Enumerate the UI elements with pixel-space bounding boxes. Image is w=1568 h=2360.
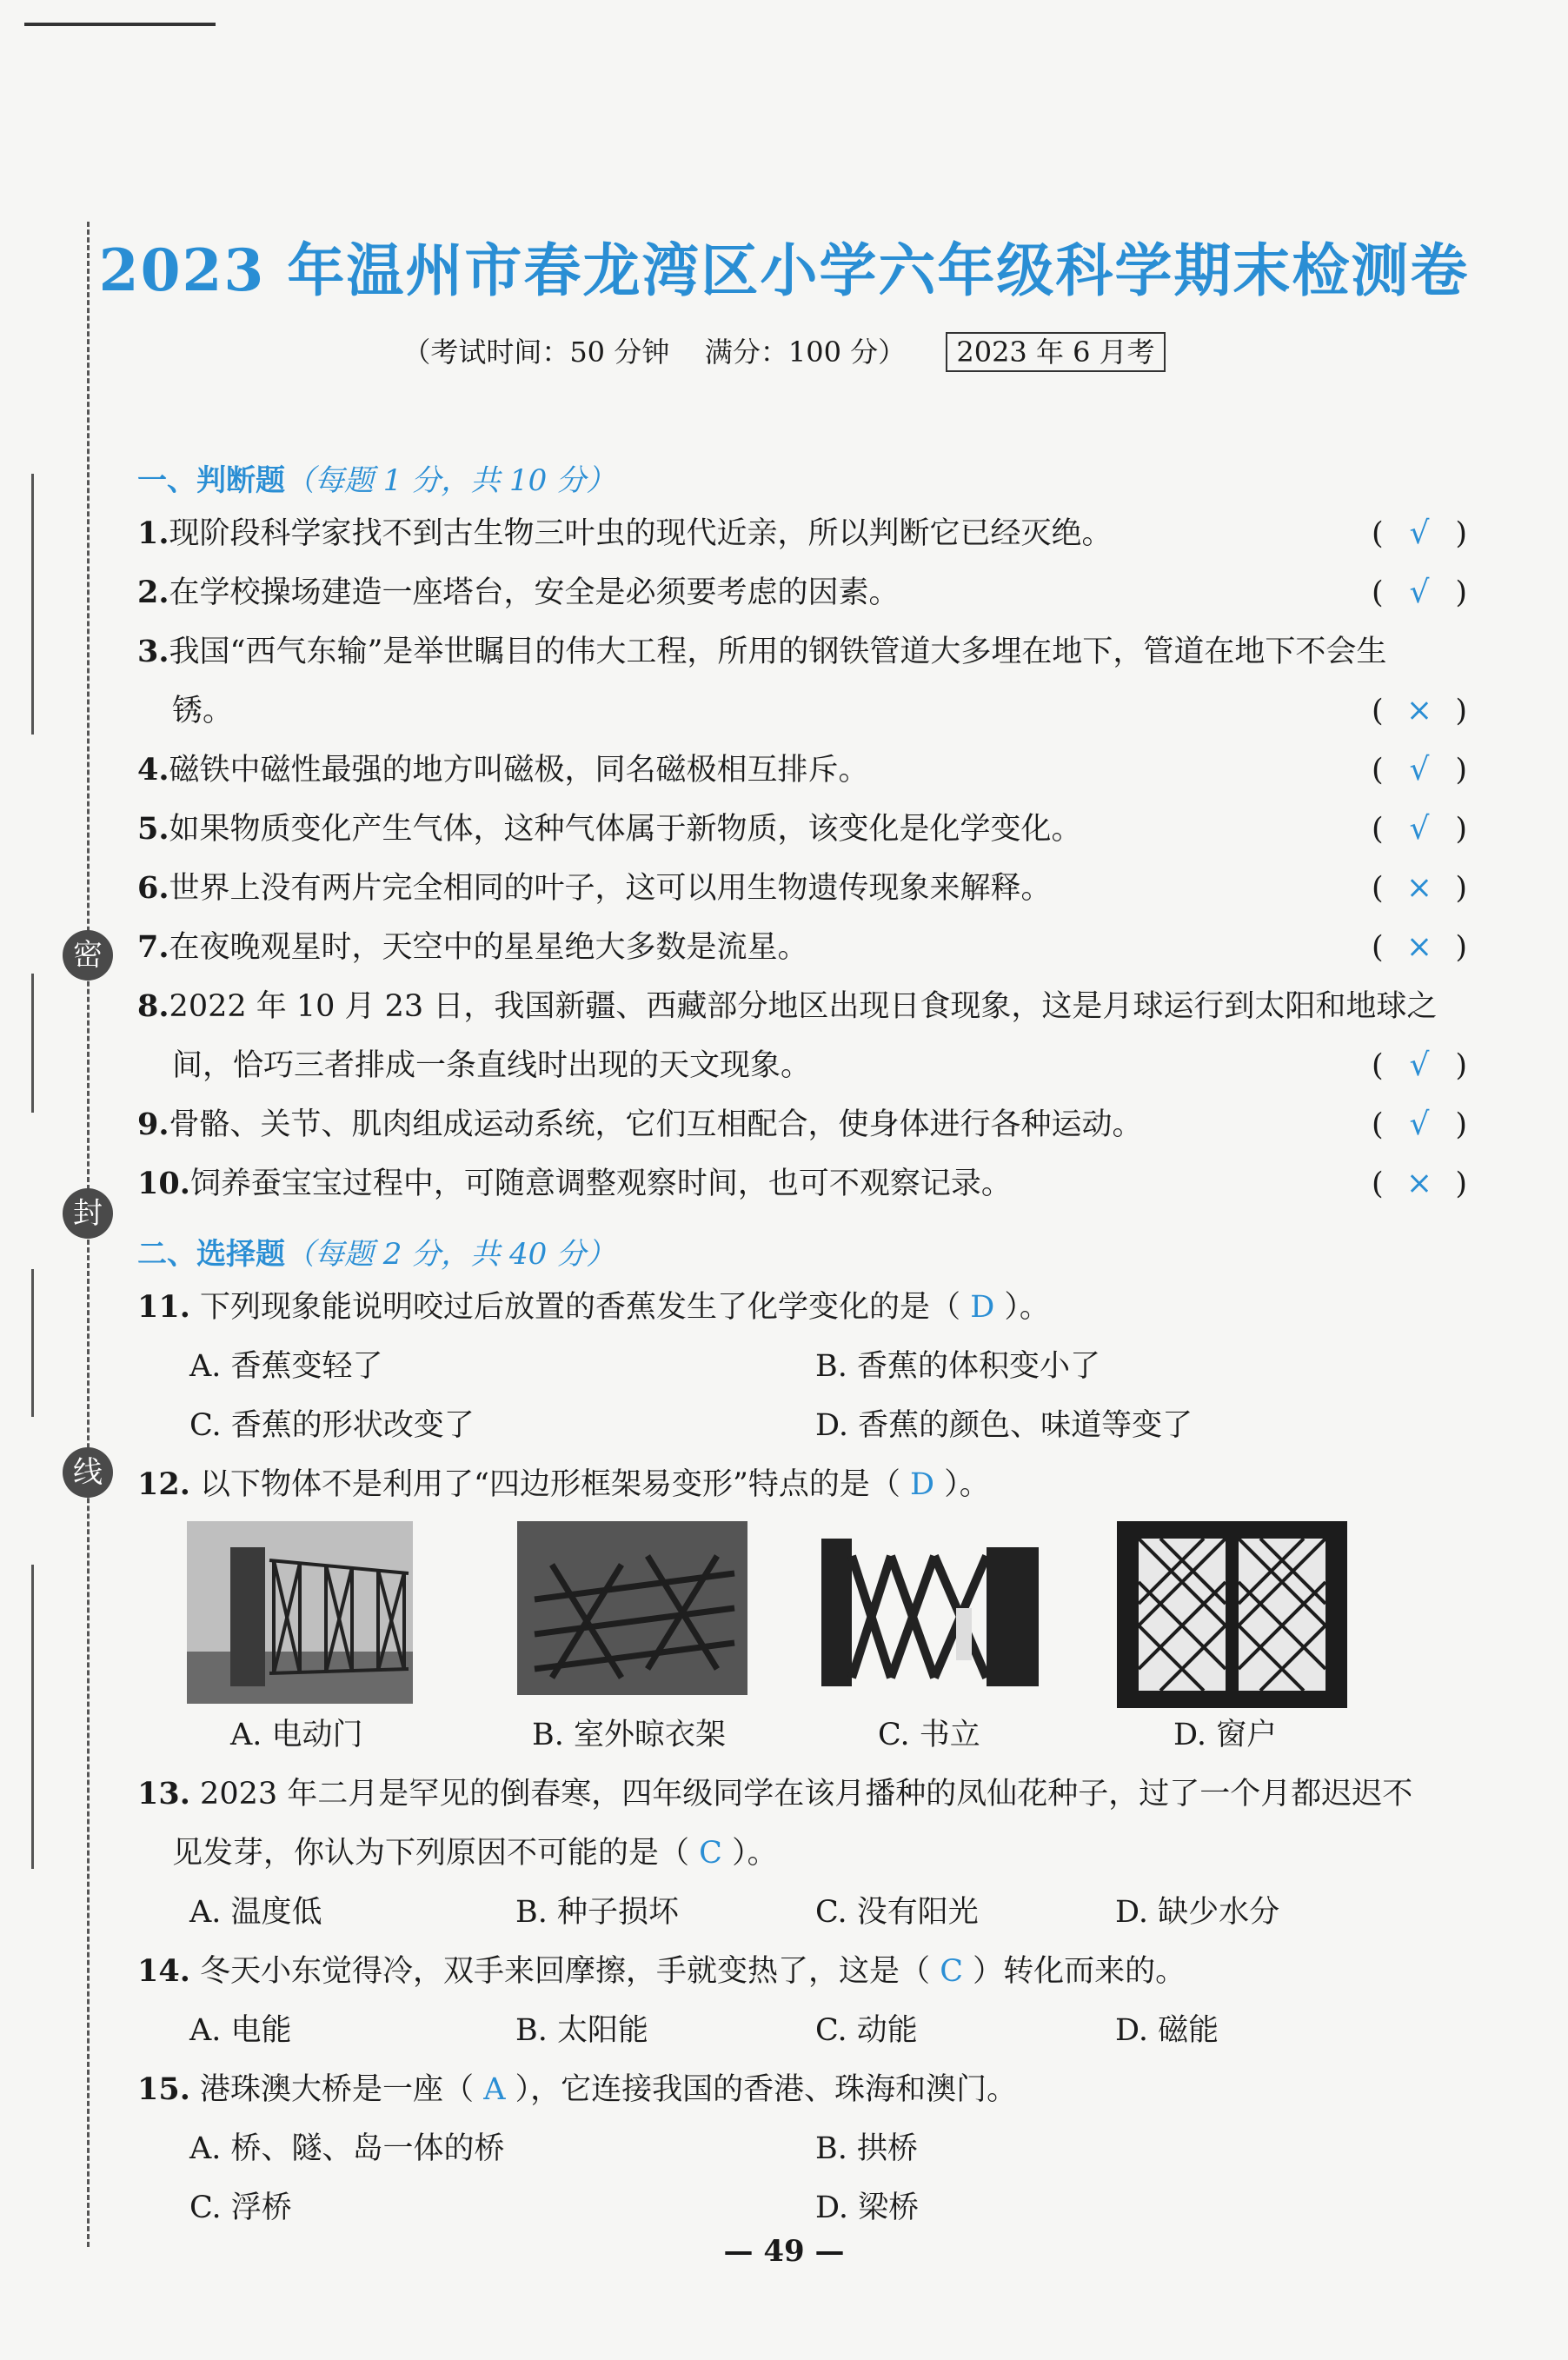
answer-mark: √	[1409, 1047, 1430, 1083]
answer: D	[909, 1467, 935, 1502]
caption-a: A. 电动门	[230, 1718, 363, 1752]
section-note: （每题 1 分，共 10 分）	[285, 463, 616, 498]
seal-feng: 封	[63, 1188, 113, 1239]
margin-bar	[31, 1269, 34, 1417]
answer-mark: √	[1409, 575, 1430, 610]
question-text: 港珠澳大桥是一座（	[200, 2072, 475, 2107]
judge-question-5	[137, 800, 1467, 859]
page-title: 2023 年温州市春龙湾区小学六年级科学期末检测卷	[98, 236, 1470, 304]
question-number: 4.	[137, 752, 169, 788]
answer-bracket: ( × )	[1372, 681, 1467, 741]
answer-mark: √	[1409, 515, 1430, 551]
question-number: 10.	[137, 1166, 190, 1201]
question-text: 下列现象能说明咬过后放置的香蕉发生了化学变化的是（	[200, 1290, 961, 1325]
question-text: 在学校操场建造一座塔台，安全是必须要考虑的因素。	[169, 575, 900, 610]
judge-question-8	[137, 977, 1467, 1095]
option-c: C. 浮桥	[189, 2190, 292, 2225]
question-number: 2.	[137, 575, 169, 610]
options-row	[189, 1883, 1467, 1942]
question-text: 2022 年 10 月 23 日，我国新疆、西藏部分地区出现日食现象，这是月球运行到太阳和地球之	[169, 989, 1438, 1024]
answer-bracket: ( √ )	[1372, 800, 1467, 859]
question-text-cont: 间，恰巧三者排成一条直线时出现的天文现象。	[172, 1048, 812, 1083]
option-b: B. 太阳能	[515, 2013, 648, 2048]
answer: C	[940, 1954, 963, 1989]
option-b: B. 种子损坏	[515, 1895, 679, 1930]
seal-xian: 线	[63, 1447, 113, 1498]
answer-bracket: ( √ )	[1372, 741, 1467, 800]
question-text: 冬天小东觉得冷，双手来回摩擦，手就变热了，这是（	[200, 1954, 931, 1989]
judge-question-3	[137, 622, 1467, 741]
options-row	[189, 2001, 1467, 2060]
section-judge-heading	[137, 456, 615, 499]
question-text-cont: 锈。	[172, 694, 234, 728]
judge-question-6	[137, 859, 1467, 918]
question-14	[137, 1942, 1467, 2001]
question-text: 我国“西气东输”是举世瞩目的伟大工程，所用的钢铁管道大多埋在地下，管道在地下不会生	[169, 635, 1387, 669]
question-text: 以下物体不是利用了“四边形框架易变形”特点的是（	[200, 1467, 900, 1502]
question-number: 11.	[137, 1289, 190, 1325]
answer: D	[970, 1290, 995, 1325]
answer-bracket: ( × )	[1372, 859, 1467, 918]
bookend-image	[821, 1521, 1047, 1695]
question-number: 7.	[137, 929, 169, 965]
option-c: C. 没有阳光	[815, 1895, 979, 1930]
answer: C	[699, 1836, 722, 1871]
window-image	[1117, 1521, 1347, 1708]
caption-b: B. 室外晾衣架	[532, 1718, 726, 1752]
section-title: 二、选择题	[137, 1237, 285, 1272]
question-text: 饲养蚕宝宝过程中，可随意调整观察时间，也可不观察记录。	[189, 1167, 1012, 1201]
question-number: 15.	[137, 2071, 190, 2107]
question-number: 13.	[137, 1776, 190, 1812]
exam-time: （考试时间：50 分钟	[402, 336, 670, 369]
answer-bracket: ( × )	[1372, 1154, 1467, 1213]
answer-mark: ×	[1405, 929, 1433, 965]
judge-question-4	[137, 741, 1467, 800]
answer-mark: ×	[1405, 693, 1433, 728]
question-text-end: ）。	[732, 1836, 778, 1871]
answer-mark: √	[1409, 811, 1430, 847]
caption-c: C. 书立	[878, 1718, 980, 1752]
options-row	[189, 2119, 1467, 2178]
question-text-end: ）。	[944, 1467, 990, 1502]
exam-info	[0, 330, 1568, 370]
question-text-end: ）。	[1004, 1290, 1050, 1325]
answer-mark: ×	[1405, 1166, 1433, 1201]
question-number: 5.	[137, 811, 169, 847]
question-15	[137, 2060, 1467, 2119]
question-13	[137, 1765, 1467, 1883]
exam-full-score: 满分：100 分）	[704, 336, 907, 369]
option-a: A. 电能	[189, 2013, 292, 2048]
answer-mark: √	[1409, 1107, 1430, 1142]
answer-bracket: ( × )	[1372, 918, 1467, 977]
judge-question-7	[137, 918, 1467, 977]
top-rule	[24, 23, 216, 26]
exam-date-box: 2023 年 6 月考	[946, 332, 1165, 372]
section-title: 一、判断题	[137, 463, 285, 498]
question-text: 磁铁中磁性最强的地方叫磁极，同名磁极相互排斥。	[169, 753, 869, 788]
judge-question-1	[137, 504, 1467, 563]
question-text-end: ）转化而来的。	[973, 1954, 1186, 1989]
option-b: B. 拱桥	[815, 2131, 918, 2166]
options-row	[189, 1396, 1467, 1455]
question-number: 8.	[137, 988, 169, 1024]
option-b: B. 香蕉的体积变小了	[815, 1349, 1100, 1384]
question-number: 1.	[137, 515, 169, 551]
judge-question-9	[137, 1095, 1467, 1154]
question-text: 如果物质变化产生气体，这种气体属于新物质，该变化是化学变化。	[169, 812, 1082, 847]
answer-mark: ×	[1405, 870, 1433, 906]
answer-bracket: ( √ )	[1372, 504, 1467, 563]
option-c: C. 动能	[815, 2013, 918, 2048]
question-11	[137, 1278, 1467, 1337]
option-a: A. 桥、隧、岛一体的桥	[189, 2131, 505, 2166]
question-text-end: ），它连接我国的香港、珠海和澳门。	[515, 2072, 1018, 2107]
question-text: 在夜晚观星时，天空中的星星绝大多数是流星。	[169, 930, 808, 965]
question-number: 3.	[137, 634, 169, 669]
clothes-rack-image	[517, 1521, 747, 1695]
answer-bracket: ( √ )	[1372, 563, 1467, 622]
answer-bracket: ( √ )	[1372, 1036, 1467, 1095]
question-number: 9.	[137, 1107, 169, 1142]
answer: A	[483, 2072, 506, 2107]
question-text-cont: 见发芽，你认为下列原因不可能的是（	[172, 1836, 690, 1871]
page-number: — 49 —	[723, 2234, 845, 2269]
question-number: 6.	[137, 870, 169, 906]
question-12	[137, 1455, 1467, 1514]
caption-d: D. 窗户	[1173, 1718, 1278, 1752]
margin-bar	[31, 974, 34, 1113]
margin-bar	[31, 1565, 34, 1869]
question-text: 2023 年二月是罕见的倒春寒，四年级同学在该月播种的凤仙花种子，过了一个月都迟迟不	[200, 1777, 1413, 1812]
electric-gate-image	[187, 1521, 413, 1704]
question-text: 现阶段科学家找不到古生物三叶虫的现代近亲，所以判断它已经灭绝。	[169, 516, 1113, 551]
option-d: D. 缺少水分	[1115, 1895, 1280, 1930]
question-number: 14.	[137, 1953, 190, 1989]
judge-question-2	[137, 563, 1467, 622]
question-text: 骨骼、关节、肌肉组成运动系统，它们互相配合，使身体进行各种运动。	[169, 1107, 1143, 1142]
margin-bar	[31, 474, 34, 735]
section-note: （每题 2 分，共 40 分）	[285, 1237, 616, 1272]
options-row	[189, 1337, 1467, 1396]
question-text: 世界上没有两片完全相同的叶子，这可以用生物遗传现象来解释。	[169, 871, 1052, 906]
option-a: A. 温度低	[189, 1895, 322, 1930]
option-c: C. 香蕉的形状改变了	[189, 1408, 475, 1443]
judge-question-10	[137, 1154, 1467, 1213]
option-d: D. 磁能	[1115, 2013, 1219, 2048]
option-d: D. 梁桥	[815, 2190, 920, 2225]
option-a: A. 香蕉变轻了	[189, 1349, 383, 1384]
options-row	[189, 2178, 1467, 2237]
section-choice-heading	[137, 1230, 615, 1273]
question-number: 12.	[137, 1466, 190, 1502]
seal-mi: 密	[63, 930, 113, 981]
answer-mark: √	[1409, 752, 1430, 788]
option-d: D. 香蕉的颜色、味道等变了	[815, 1408, 1193, 1443]
answer-bracket: ( √ )	[1372, 1095, 1467, 1154]
